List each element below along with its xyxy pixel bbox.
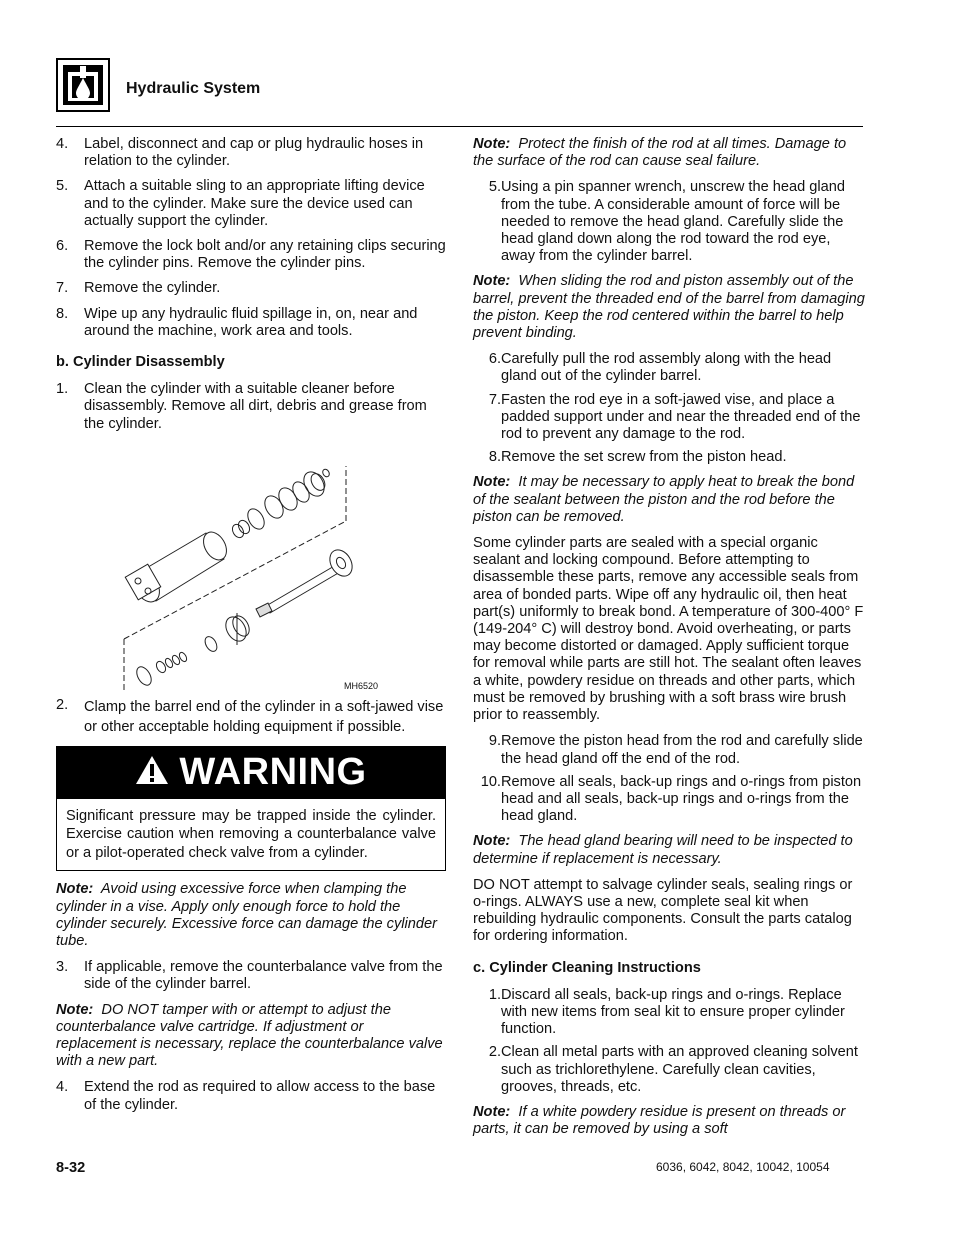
list-item: 4. Label, disconnect and cap or plug hydraulic hoses in relation to the cylinder. bbox=[56, 136, 424, 170]
warning-box bbox=[56, 746, 446, 872]
figure-label: MH6520 bbox=[344, 680, 379, 691]
right-column bbox=[473, 136, 865, 1147]
page-number: 8-32 bbox=[56, 1160, 86, 1176]
warning-text: Significant pressure may be trapped inside the cylinder. Exercise caution when removing a counterbalance valve or a pilot-operated check valve from a cylinder. bbox=[66, 807, 436, 861]
list-item: 10. Remove all seals, back-up rings and o-rings from piston head and all seals, back-up rings and o-rings from the head gland. bbox=[480, 773, 862, 825]
list-item: 4. Extend the rod as required to allow access to the base of the cylinder. bbox=[56, 1079, 436, 1113]
list-item: 8. Remove the set screw from the piston head. bbox=[488, 449, 787, 466]
list-item: 1. Clean the cylinder with a suitable cleaner before disassembly. Remove all dirt, debris and grease from the cylinder. bbox=[56, 381, 427, 432]
list-item: 6. Remove the lock bolt and/or any retaining clips securing the cylinder pins. Remove the cylinder pins. bbox=[56, 238, 446, 272]
list-item: 8. Wipe up any hydraulic fluid spillage in, on, near and around the machine, work area and tools. bbox=[56, 305, 418, 339]
list-item: 6. Carefully pull the rod assembly along with the head gland out of the cylinder barrel. bbox=[488, 351, 832, 385]
list-item: 7. Fasten the rod eye in a soft-jawed vise, and place a padded support under and near the threaded end of the rod to prevent any damage to the rod. bbox=[488, 391, 861, 443]
cylinder-exploded-diagram bbox=[56, 441, 446, 691]
paragraph: Some cylinder parts are sealed with a special organic sealant and locking compound. Before attempting to disassemble these parts, remove any accessible seals from area of bonded parts. Wipe off any hydraulic oil, then heat part(s) uniformly to break bond. A temperature of 300-400° F (149-204° C) will destroy bond. Avoid overheating, or parts may become distorted or damaged. Apply sufficient torque for removal while parts are still hot. The sealant often leaves a white, powdery residue on threads and other parts, which must be removed by brushing with a soft brass wire brush prior to reassembly. bbox=[473, 535, 864, 724]
warning-triangle-icon bbox=[135, 755, 169, 790]
list-item: 5. Using a pin spanner wrench, unscrew the head gland from the tube. A considerable amount of force will be needed to remove the head gland. Carefully slide the head gland down along the rod toward the rod eye, away from the cylinder barrel. bbox=[488, 179, 845, 265]
hydraulic-section-icon bbox=[56, 58, 110, 112]
model-numbers: 6036, 6042, 8042, 10042, 10054 bbox=[656, 1160, 830, 1174]
steps-removal bbox=[56, 136, 446, 340]
note: Note: When sliding the rod and piston assembly out of the barrel, prevent the threaded end of the barrel from damaging the piston. Keep the rod centered within the barrel to help prevent binding. bbox=[473, 273, 865, 342]
paragraph: DO NOT attempt to salvage cylinder seals, sealing rings or o-rings. ALWAYS use a new, complete seal kit when rebuilding hydraulic components. Consult the parts catalog for ordering information. bbox=[473, 876, 853, 945]
subsection-heading: c. Cylinder Cleaning Instructions bbox=[473, 959, 701, 976]
list-item: 1. Discard all seals, back-up rings and o-rings. Replace with new items from seal kit to ensure proper cylinder function. bbox=[488, 986, 845, 1038]
note: Note: It may be necessary to apply heat to break the bond of the sealant between the piston and the rod before the piston can be removed. bbox=[473, 474, 855, 525]
list-item: 3. If applicable, remove the counterbalance valve from the side of the cylinder barrel. bbox=[56, 959, 443, 993]
note: Note: DO NOT tamper with or attempt to adjust the counterbalance valve cartridge. If adjustment or replacement is necessary, replace the counterbalance valve with a new part. bbox=[56, 1001, 443, 1070]
warning-header bbox=[57, 747, 445, 799]
note: Note: The head gland bearing will need to be inspected to determine if replacement is necessary. bbox=[473, 833, 853, 867]
subsection-heading: b. Cylinder Disassembly bbox=[56, 354, 225, 371]
left-column bbox=[56, 136, 446, 1122]
list-item: 2. Clamp the barrel end of the cylinder in a soft-jawed vise or other acceptable holding equipment if possible. bbox=[56, 696, 444, 736]
list-item: 2. Clean all metal parts with an approved cleaning solvent such as trichlorethylene. Carefully clean cavities, grooves, threads, etc. bbox=[488, 1044, 858, 1095]
list-item: 9. Remove the piston head from the rod and carefully slide the head gland off the end of the rod. bbox=[488, 733, 863, 767]
note: Note: Avoid using excessive force when clamping the cylinder in a vise. Apply only enough force to hold the cylinder securely. Excessive force can damage the cylinder tube. bbox=[56, 881, 437, 949]
list-item: 5. Attach a suitable sling to an appropriate lifting device and to the cylinder. Make sure the device used can actually support the cylinder. bbox=[56, 178, 425, 229]
note: Note: Protect the finish of the rod at all times. Damage to the surface of the rod can cause seal failure. bbox=[473, 136, 847, 170]
warning-title: WARNING bbox=[179, 751, 367, 794]
header-divider bbox=[56, 126, 863, 127]
section-title: Hydraulic System bbox=[126, 80, 261, 97]
note: Note: If a white powdery residue is present on threads or parts, it can be removed by using a soft bbox=[473, 1103, 846, 1138]
list-item: 7. Remove the cylinder. bbox=[56, 280, 221, 297]
